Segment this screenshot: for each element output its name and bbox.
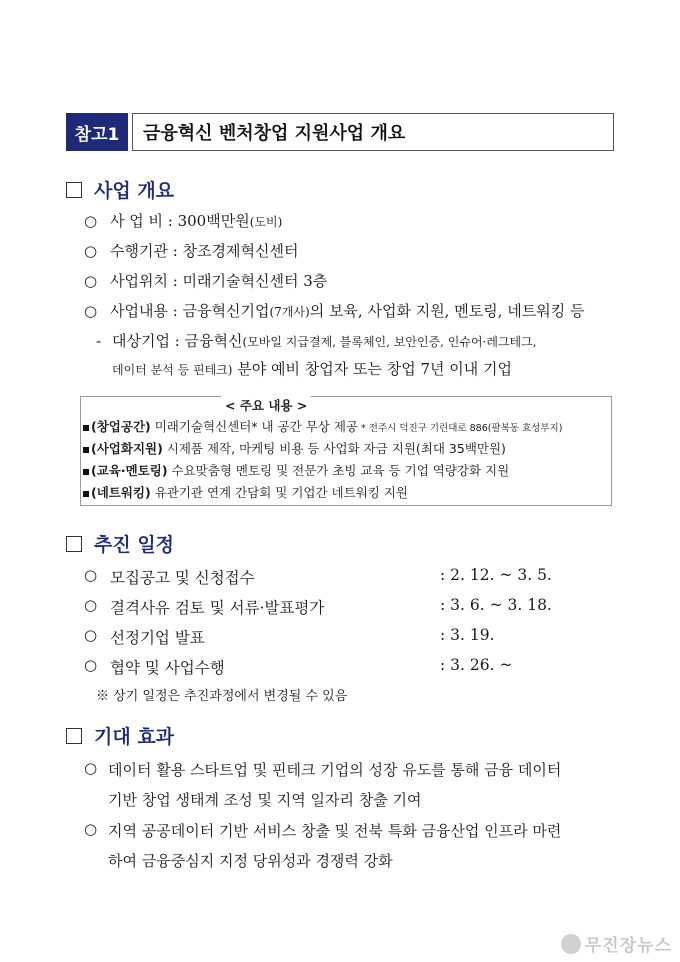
- overview-item-text: 사업위치 : 미래기술혁신센터 3층: [110, 272, 328, 290]
- schedule-label: 모집공고 및 신청접수: [110, 569, 255, 587]
- overview-item: [84, 240, 298, 261]
- key-item: [83, 417, 562, 435]
- circle-bullet-icon: ○: [84, 820, 98, 838]
- schedule-label: 협약 및 사업수행: [110, 659, 225, 677]
- schedule-label: 선정기업 발표: [110, 629, 205, 647]
- circle-bullet-icon: ○: [84, 596, 98, 614]
- checkbox-square-icon: [66, 728, 82, 744]
- key-item-text: 수요맞춤형 멘토링 및 전문가 초빙 교육 등 기업 역량강화 지원: [167, 463, 510, 478]
- key-item-label: (교육·멘토링): [91, 463, 168, 478]
- key-item: [83, 483, 408, 501]
- key-content-box: [80, 396, 612, 506]
- schedule-date: : 3. 19.: [440, 626, 495, 644]
- schedule-date: : 2. 12. ~ 3. 5.: [440, 566, 552, 584]
- target-line-2: [112, 358, 512, 379]
- section-heading-text: 사업 개요: [94, 180, 175, 202]
- schedule-date: : 3. 26. ~: [440, 656, 513, 674]
- effect-text-cont: 하여 금융중심지 지정 당위성과 경쟁력 강화: [108, 852, 393, 870]
- square-bullet-icon: [83, 469, 89, 475]
- circle-bullet-icon: ○: [84, 656, 98, 674]
- overview-item-text: 사업내용 : 금융혁신기업: [110, 302, 270, 320]
- target-line: [96, 330, 537, 351]
- overview-item-note: (7개사): [269, 305, 310, 319]
- overview-item-text: 수행기관 : 창조경제혁신센터: [110, 242, 299, 260]
- key-item-text: 미래기술혁신센터* 내 공간 무상 제공: [150, 419, 358, 434]
- circle-bullet-icon: ○: [84, 302, 98, 320]
- circle-bullet-icon: ○: [84, 626, 98, 644]
- dash-bullet: -: [96, 332, 102, 350]
- overview-item: [84, 210, 282, 231]
- target-text-cont: 분야 예비 창업자 또는 창업 7년 이내 기업: [232, 360, 512, 378]
- circle-bullet-icon: ○: [84, 242, 98, 260]
- schedule-date: : 3. 6. ~ 3. 18.: [440, 596, 552, 614]
- effect-text: 지역 공공데이터 기반 서비스 창출 및 전북 특화 금융산업 인프라 마련: [108, 822, 562, 840]
- section-heading-text: 추진 일정: [94, 534, 175, 556]
- overview-item: [84, 300, 584, 321]
- square-bullet-icon: [83, 425, 89, 431]
- schedule-label: 결격사유 검토 및 서류·발표평가: [110, 599, 325, 617]
- schedule-note: ※ 상기 일정은 추진과정에서 변경될 수 있음: [96, 689, 348, 704]
- overview-item-text-cont: 의 보육, 사업화 지원, 멘토링, 네트워킹 등: [309, 302, 585, 320]
- key-item-label: (네트워킹): [91, 485, 151, 500]
- key-item-label: (사업화지원): [91, 441, 163, 456]
- key-item-label: (창업공간): [91, 419, 151, 434]
- effect-text-cont: 기반 창업 생태계 조성 및 지역 일자리 창출 기여: [108, 791, 422, 809]
- key-item-text: 시제품 제작, 마케팅 비용 등 사업화 자금 지원(최대 35백만원): [162, 441, 506, 456]
- key-item: [83, 461, 509, 479]
- watermark-logo-icon: [561, 934, 581, 954]
- key-item-note: * 전주시 덕진구 기린대로 886(팔복동 효성부지): [357, 423, 563, 434]
- checkbox-square-icon: [66, 536, 82, 552]
- circle-bullet-icon: ○: [84, 212, 98, 230]
- target-label: 대상기업 : 금융혁신: [112, 332, 243, 350]
- key-item: [83, 439, 506, 457]
- square-bullet-icon: [83, 447, 89, 453]
- overview-item-text: 사 업 비 : 300백만원: [110, 212, 250, 230]
- watermark: [561, 931, 672, 956]
- checkbox-square-icon: [66, 182, 82, 198]
- section-heading-overview: [66, 176, 174, 203]
- overview-item: [84, 270, 327, 291]
- target-note-cont: 데이터 분석 등 핀테크): [112, 363, 233, 377]
- overview-item-note: (도비): [249, 215, 283, 229]
- page-title: 금융혁신 벤처창업 지원사업 개요: [132, 113, 614, 151]
- target-note: (모바일 지급결제, 블록체인, 보안인증, 인슈어·레그테그,: [242, 335, 537, 349]
- section-heading-schedule: [66, 530, 174, 557]
- square-bullet-icon: [83, 491, 89, 497]
- watermark-text: 무진장뉴스: [584, 936, 672, 956]
- key-box-title: < 주요 내용 >: [221, 396, 311, 414]
- title-bar: [66, 113, 614, 151]
- circle-bullet-icon: ○: [84, 566, 98, 584]
- key-item-text: 유관기관 연계 간담회 및 기업간 네트워킹 지원: [150, 485, 408, 500]
- circle-bullet-icon: ○: [84, 759, 98, 777]
- section-heading-effects: [66, 722, 174, 749]
- section-heading-text: 기대 효과: [94, 726, 175, 748]
- effect-text: 데이터 활용 스타트업 및 핀테크 기업의 성장 유도를 통해 금융 데이터: [108, 761, 562, 779]
- title-tag: 참고1: [66, 113, 128, 151]
- circle-bullet-icon: ○: [84, 272, 98, 290]
